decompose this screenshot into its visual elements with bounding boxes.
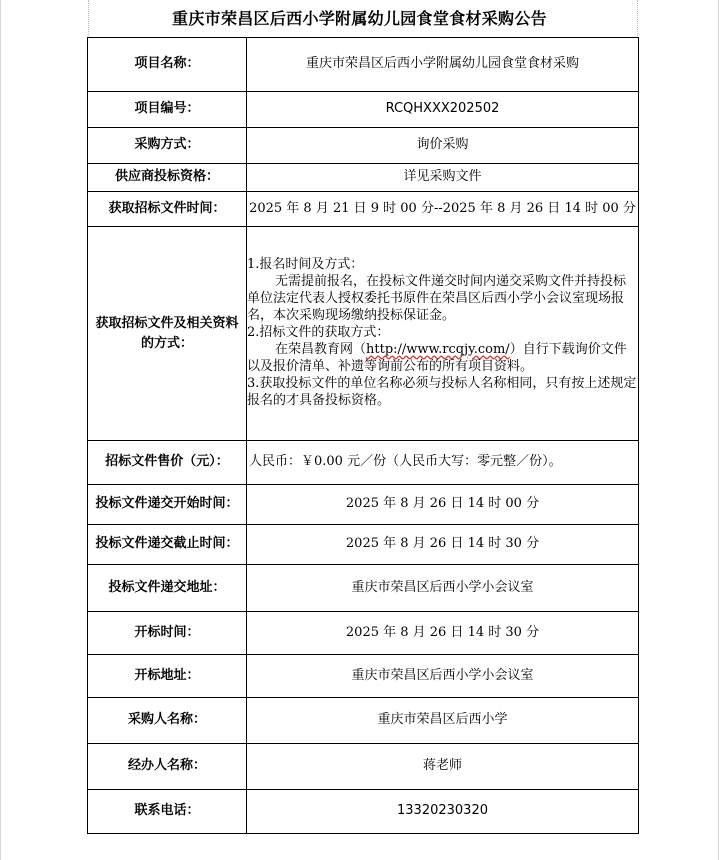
bid-submission-start-value: 2025 年 8 月 26 日 14 时 00 分 — [247, 485, 639, 525]
document-price-label: 招标文件售价（元）： — [88, 441, 247, 485]
table-row — [88, 38, 639, 92]
table-row — [88, 485, 639, 525]
table-row — [88, 744, 639, 790]
table-row — [88, 612, 639, 655]
procurement-method-value: 询价采购 — [247, 128, 639, 164]
bid-opening-time-value: 2025 年 8 月 26 日 14 时 30 分 — [247, 612, 639, 655]
procurement-method-label: 采购方式： — [88, 128, 247, 164]
item2-text — [247, 342, 638, 376]
document-title: 重庆市荣昌区后西小学附属幼儿园食堂食材采购公告 — [172, 9, 547, 28]
bid-submission-address-value: 重庆市荣昌区后西小学小会议室 — [247, 565, 639, 612]
table-row — [88, 698, 639, 744]
bid-opening-time-label: 开标时间： — [88, 612, 247, 655]
supplier-qualification-label: 供应商投标资格： — [88, 164, 247, 192]
item2-suffix: ）自行下载询价文件以及报价清单、补遗等询前公布的所有项目资料。 — [247, 341, 627, 374]
page-edge-left — [0, 0, 1, 860]
bid-submission-start-label: 投标文件递交开始时间： — [88, 485, 247, 525]
education-site-link[interactable]: http://www.rcqjy.com/ — [366, 341, 510, 357]
table-row — [88, 128, 639, 164]
contact-phone-label: 联系电话： — [88, 790, 247, 834]
bid-opening-address-value: 重庆市荣昌区后西小学小会议室 — [247, 655, 639, 698]
table-row — [88, 655, 639, 698]
table-row — [88, 227, 639, 441]
handler-name-label: 经办人名称： — [88, 744, 247, 790]
acquisition-method-detail — [247, 227, 639, 441]
table-row — [88, 92, 639, 128]
bid-submission-address-label: 投标文件递交地址： — [88, 565, 247, 612]
purchaser-name-label: 采购人名称： — [88, 698, 247, 744]
table-row — [88, 164, 639, 192]
table-row — [88, 441, 639, 485]
project-number-value: RCQHXXX202502 — [247, 92, 639, 128]
document-acquisition-time-label: 获取招标文件时间： — [88, 192, 247, 227]
project-name-value: 重庆市荣昌区后西小学附属幼儿园食堂食材采购 — [247, 38, 639, 92]
contact-phone-value: 13320230320 — [247, 790, 639, 834]
table-row — [88, 192, 639, 227]
bid-submission-deadline-value: 2025 年 8 月 26 日 14 时 30 分 — [247, 525, 639, 565]
handler-name-value: 蒋老师 — [247, 744, 639, 790]
item3-text: 3.获取投标文件的单位名称必须与投标人名称相同，只有按上述规定报名的才具备投标资格。 — [247, 375, 637, 408]
acquisition-method-label — [88, 227, 247, 441]
project-name-label: 项目名称： — [88, 38, 247, 92]
purchaser-name-value: 重庆市荣昌区后西小学 — [247, 698, 639, 744]
item2-heading: 2.招标文件的获取方式： — [247, 325, 390, 341]
supplier-qualification-value: 详见采购文件 — [247, 164, 639, 192]
bid-opening-address-label: 开标地址： — [88, 655, 247, 698]
item1-heading: 1.报名时间及方式： — [247, 257, 364, 273]
table-row — [88, 790, 639, 834]
item1-text: 无需提前报名，在投标文件递交时间内递交采购文件并持投标单位法定代表人授权委托书原件在荣昌区后西小学小会议室现场报名，本次采购现场缴纳投标保证金。 — [247, 274, 627, 324]
bid-submission-deadline-label: 投标文件递交截止时间： — [88, 525, 247, 565]
table-row — [88, 565, 639, 612]
announcement-table — [87, 37, 639, 834]
acquisition-method-label-text: 获取招标文件及相关资料的方式： — [95, 315, 239, 351]
document-acquisition-time-value: 2025 年 8 月 21 日 9 时 00 分--2025 年 8 月 26 日 14 时 00 分 — [247, 192, 639, 227]
project-number-label: 项目编号： — [88, 92, 247, 128]
document-price-value: 人民币：￥0.00 元／份（人民币大写：零元整／份）。 — [247, 441, 639, 485]
item2-prefix: 在荣昌教育网（ — [275, 341, 367, 357]
table-row — [88, 525, 639, 565]
